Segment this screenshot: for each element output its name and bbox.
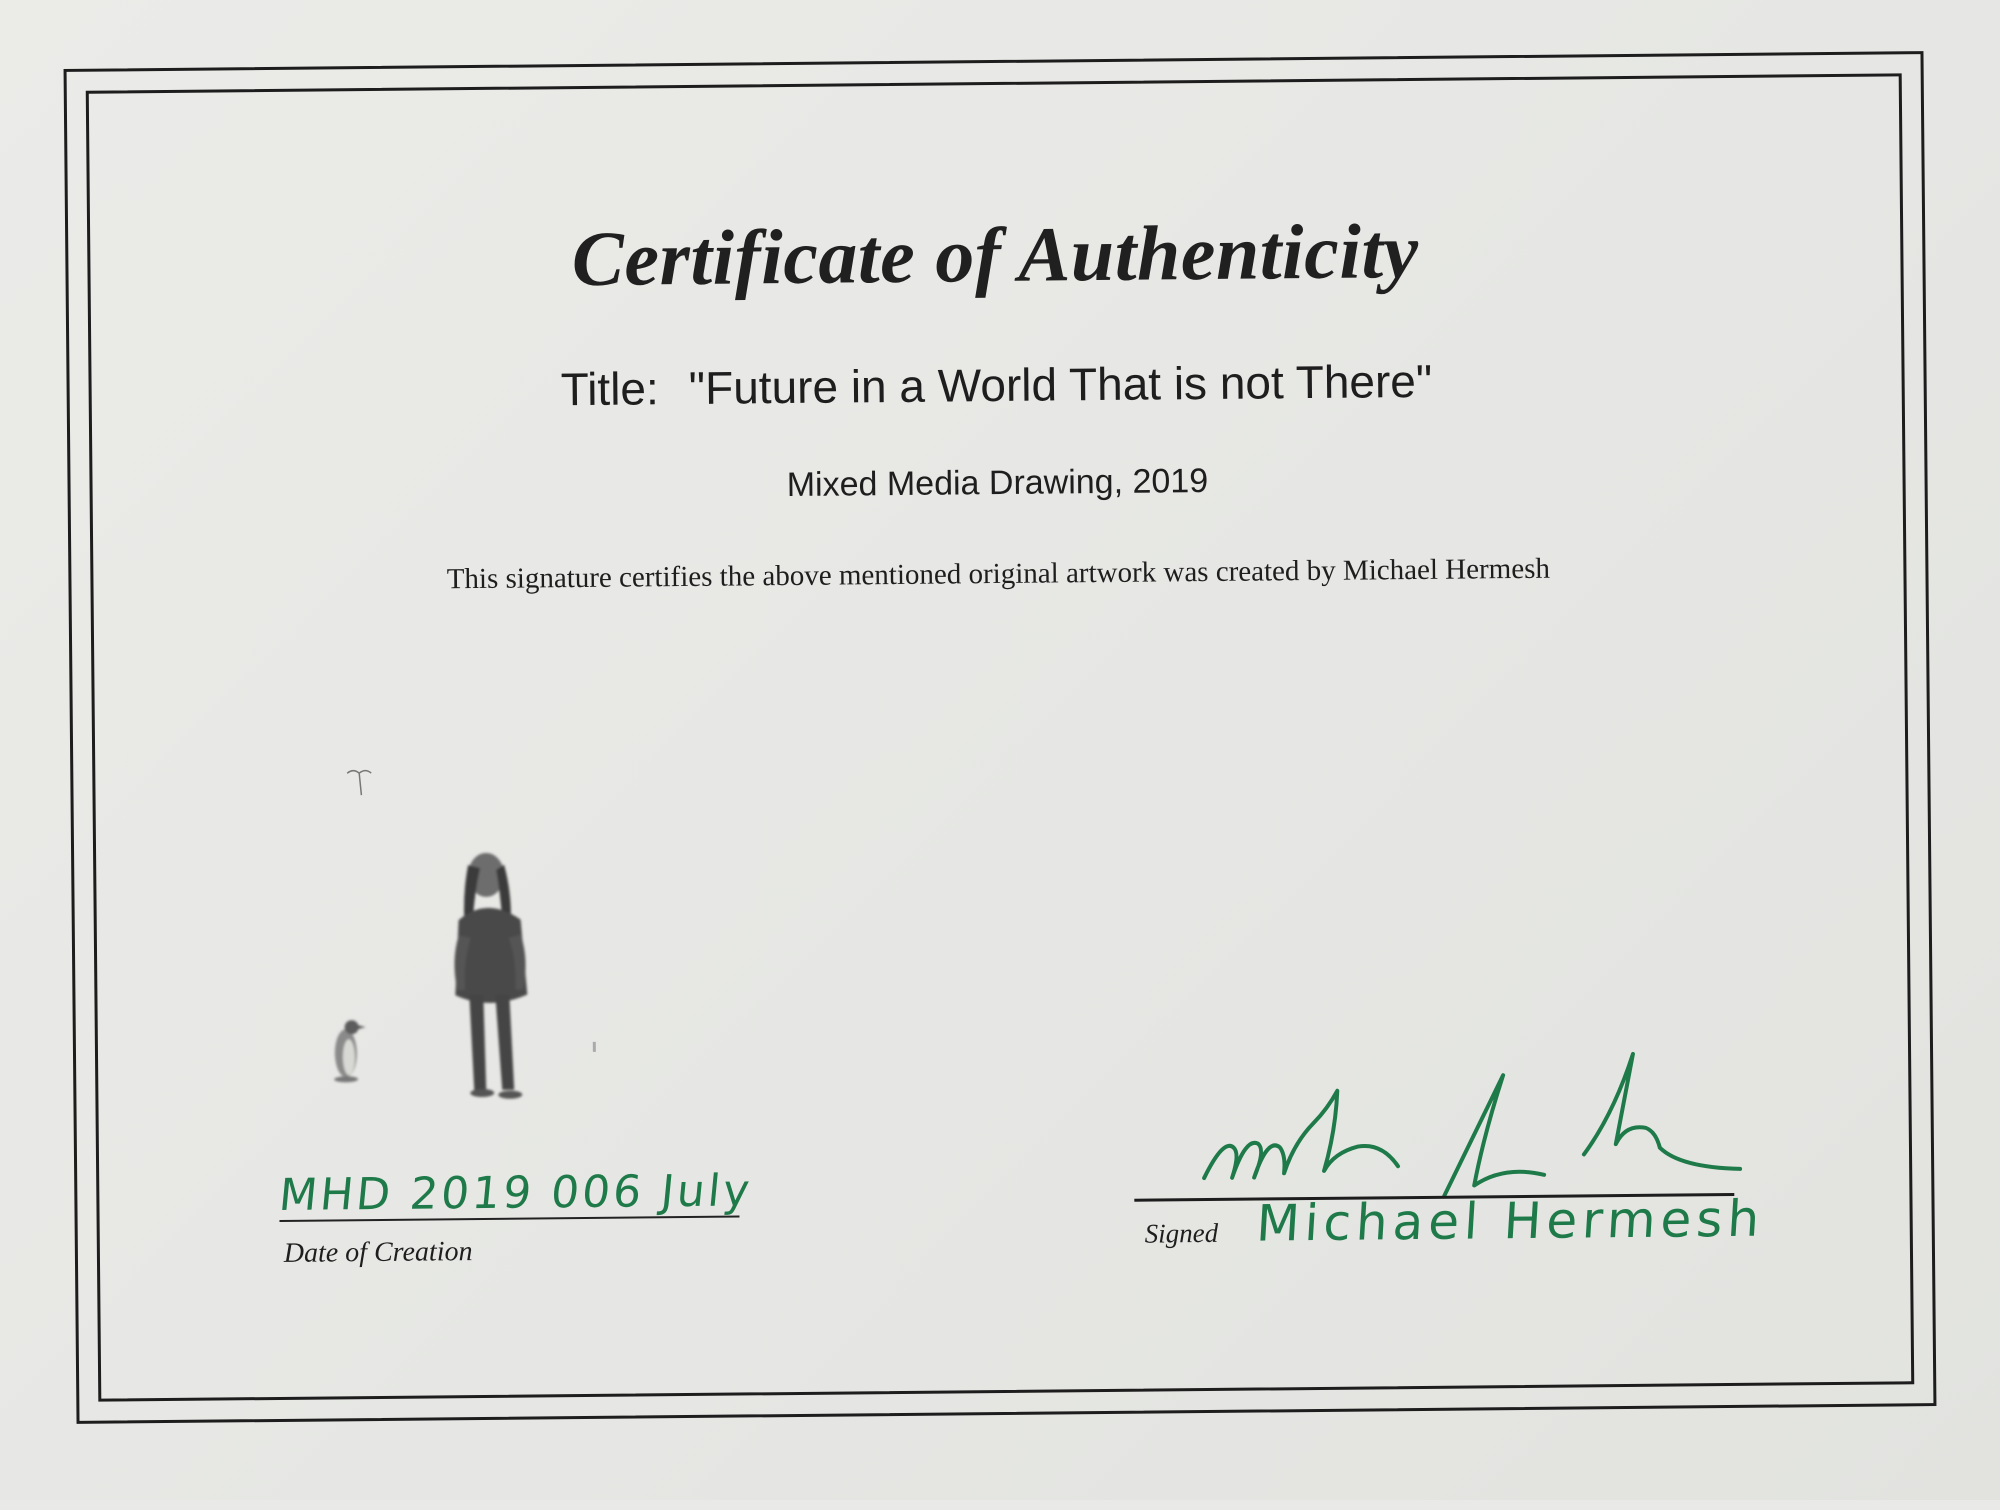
artwork-title-line — [0, 348, 1997, 421]
artwork-thumbnail — [315, 759, 618, 1112]
title-label: Title: — [560, 362, 660, 416]
figure-sketch — [453, 853, 528, 1100]
penguin-sketch — [334, 1020, 367, 1082]
certification-statement: This signature certifies the above mentioned original artwork was created by Michael Hermesh — [446, 552, 1551, 596]
speck-mark — [593, 1042, 596, 1052]
artwork-medium: Mixed Media Drawing, 2019 — [786, 461, 1209, 505]
handwritten-signature — [1193, 1033, 1755, 1208]
signed-printed-name: Michael Hermesh — [1254, 1189, 1766, 1253]
signed-caption: Signed — [1144, 1217, 1219, 1249]
artwork-title: "Future in a World That is not There" — [688, 354, 1433, 414]
bird-sketch — [347, 771, 371, 796]
certificate-heading: Certificate of Authenticity — [571, 206, 1420, 303]
date-of-creation-caption: Date of Creation — [283, 1236, 473, 1269]
date-of-creation-value: MHD 2019 006 July — [276, 1165, 755, 1221]
